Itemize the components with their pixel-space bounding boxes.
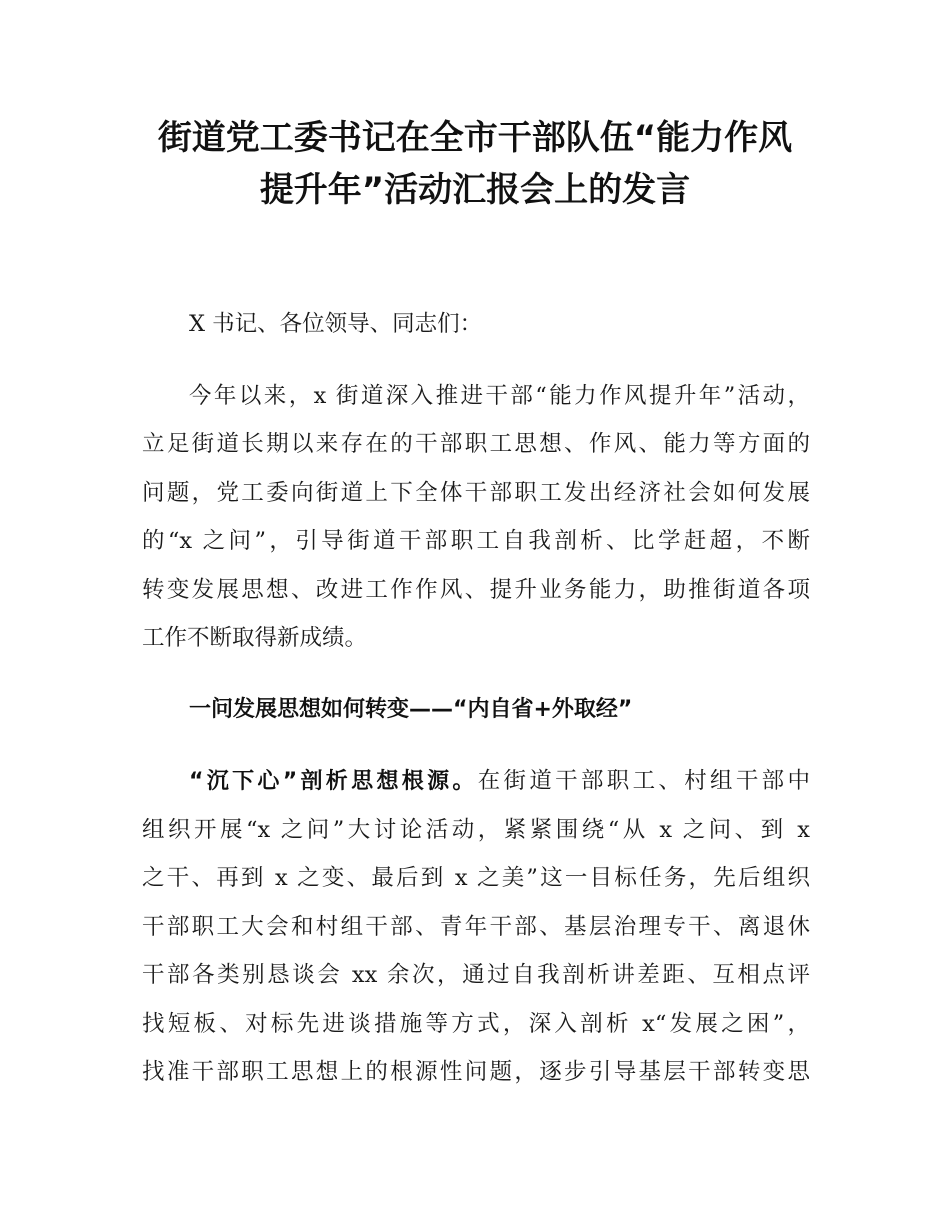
- paragraph-line: 找短板、对标先进谈措施等方式，深入剖析 x“发展之困”，: [142, 1010, 810, 1037]
- paragraph-line: 立足街道长期以来存在的干部职工思想、作风、能力等方面的: [142, 431, 810, 457]
- paragraph-line: 转变发展思想、改进工作作风、提升业务能力，助推街道各项: [142, 576, 810, 603]
- paragraph-line: 工作不断取得新成绩。: [142, 625, 368, 651]
- document-body: [142, 300, 810, 1097]
- title-line-1: 街道党工委书记在全市干部队伍“能力作风: [157, 118, 793, 158]
- paragraph-section-1: [142, 757, 810, 1097]
- paragraph-intro: [142, 372, 810, 663]
- document-title: [100, 112, 850, 216]
- paragraph-line: 之干、再到 x 之变、最后到 x 之美”这一目标任务，先后组织: [142, 865, 810, 891]
- paragraph-line: 干部职工大会和村组干部、青年干部、基层治理专干、离退休: [142, 913, 810, 940]
- paragraph-line: 的“x 之问”，引导街道干部职工自我剖析、比学赶超，不断: [142, 528, 810, 554]
- salutation: X 书记、各位领导、同志们：: [189, 311, 483, 337]
- paragraph-line: [142, 757, 810, 806]
- title-line-2: 提升年”活动汇报会上的发言: [259, 170, 691, 210]
- paragraph-line: 问题，党工委向街道上下全体干部职工发出经济社会如何发展: [142, 479, 810, 506]
- lead-phrase: “沉下心”剖析思想根源。: [189, 769, 478, 794]
- paragraph-line: 今年以来，x 街道深入推进干部“能力作风提升年”活动，: [189, 382, 810, 409]
- paragraph-line: 组织开展“x 之问”大讨论活动，紧紧围绕“从 x 之问、到 x: [142, 816, 810, 843]
- paragraph-line: 干部各类别恳谈会 xx 余次，通过自我剖析讲差距、互相点评: [142, 962, 810, 988]
- section-heading: 一问发展思想如何转变——“内自省+外取经”: [189, 696, 633, 722]
- paragraph-line: 找准干部职工思想上的根源性问题，逐步引导基层干部转变思: [142, 1059, 810, 1085]
- paragraph-line-rest: 在街道干部职工、村组干部中: [477, 768, 810, 794]
